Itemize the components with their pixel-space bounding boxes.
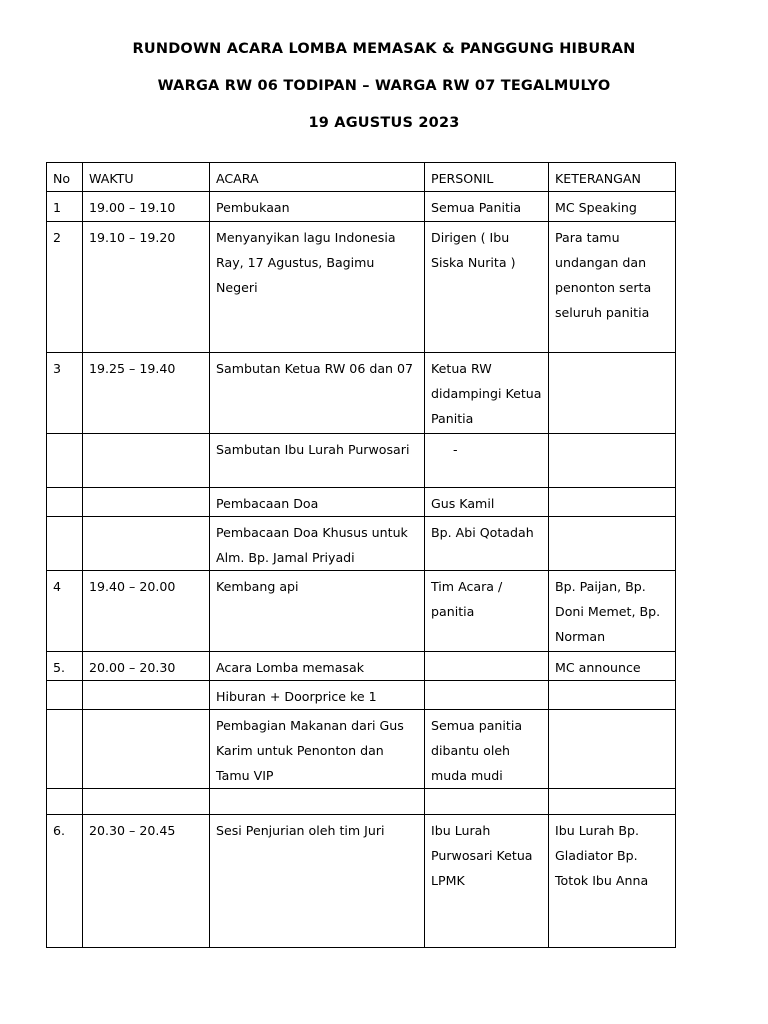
cell-acara: Sambutan Ketua RW 06 dan 07 — [210, 353, 425, 434]
cell-keterangan: Ibu Lurah Bp. Gladiator Bp. Totok Ibu Anna — [549, 815, 676, 948]
table-row — [47, 192, 676, 222]
cell-keterangan: Para tamu undangan dan penonton serta seluruh panitia — [549, 222, 676, 353]
column-header-acara: ACARA — [210, 163, 425, 192]
table-row — [47, 571, 676, 652]
title-line-1: RUNDOWN ACARA LOMBA MEMASAK & PANGGUNG HIBURAN — [132, 41, 636, 57]
cell-waktu: 19.25 – 19.40 — [83, 353, 210, 434]
cell-waktu: 20.00 – 20.30 — [83, 652, 210, 681]
table-row — [47, 434, 676, 488]
cell-keterangan — [549, 789, 676, 815]
cell-acara: Pembacaan Doa — [210, 488, 425, 517]
cell-personil: Semua panitia dibantu oleh muda mudi — [425, 710, 549, 789]
cell-waktu — [83, 517, 210, 571]
cell-no — [47, 434, 83, 488]
cell-no: 2 — [47, 222, 83, 353]
cell-keterangan — [549, 681, 676, 710]
table-row — [47, 517, 676, 571]
cell-waktu — [83, 710, 210, 789]
cell-acara: Acara Lomba memasak — [210, 652, 425, 681]
cell-waktu — [83, 789, 210, 815]
cell-personil — [425, 681, 549, 710]
cell-acara: Pembacaan Doa Khusus untuk Alm. Bp. Jamal Priyadi — [210, 517, 425, 571]
cell-personil: Dirigen ( Ibu Siska Nurita ) — [425, 222, 549, 353]
cell-waktu — [83, 681, 210, 710]
table-row — [47, 789, 676, 815]
cell-keterangan — [549, 488, 676, 517]
cell-no — [47, 517, 83, 571]
cell-no — [47, 710, 83, 789]
cell-waktu — [83, 434, 210, 488]
cell-no — [47, 488, 83, 517]
cell-acara: Sesi Penjurian oleh tim Juri — [210, 815, 425, 948]
cell-waktu: 19.00 – 19.10 — [83, 192, 210, 222]
cell-acara: Hiburan + Doorprice ke 1 — [210, 681, 425, 710]
cell-keterangan: MC announce — [549, 652, 676, 681]
table-row — [47, 488, 676, 517]
table-row — [47, 353, 676, 434]
cell-personil: Tim Acara / panitia — [425, 571, 549, 652]
column-header-no: No — [47, 163, 83, 192]
table-row — [47, 652, 676, 681]
cell-keterangan — [549, 353, 676, 434]
title-line-3: 19 AGUSTUS 2023 — [308, 115, 460, 131]
cell-personil: Bp. Abi Qotadah — [425, 517, 549, 571]
cell-no — [47, 681, 83, 710]
cell-acara: Kembang api — [210, 571, 425, 652]
table-row — [47, 222, 676, 353]
cell-no: 6. — [47, 815, 83, 948]
column-header-waktu: WAKTU — [83, 163, 210, 192]
cell-acara: Sambutan Ibu Lurah Purwosari — [210, 434, 425, 488]
cell-keterangan: Bp. Paijan, Bp. Doni Memet, Bp. Norman — [549, 571, 676, 652]
cell-no: 1 — [47, 192, 83, 222]
cell-no: 5. — [47, 652, 83, 681]
column-header-keterangan: KETERANGAN — [549, 163, 676, 192]
cell-waktu — [83, 488, 210, 517]
table-header-row — [47, 163, 676, 192]
cell-personil: - — [425, 434, 549, 488]
cell-waktu: 19.10 – 19.20 — [83, 222, 210, 353]
cell-keterangan — [549, 517, 676, 571]
cell-keterangan: MC Speaking — [549, 192, 676, 222]
column-header-personil: PERSONIL — [425, 163, 549, 192]
cell-personil: Ketua RW didampingi Ketua Panitia — [425, 353, 549, 434]
cell-waktu: 20.30 – 20.45 — [83, 815, 210, 948]
cell-personil: Ibu Lurah Purwosari Ketua LPMK — [425, 815, 549, 948]
table-row — [47, 710, 676, 789]
cell-personil — [425, 789, 549, 815]
cell-acara: Pembukaan — [210, 192, 425, 222]
cell-no: 3 — [47, 353, 83, 434]
title-line-2: WARGA RW 06 TODIPAN – WARGA RW 07 TEGALMULYO — [157, 78, 611, 94]
cell-no: 4 — [47, 571, 83, 652]
cell-personil: Semua Panitia — [425, 192, 549, 222]
table-row — [47, 815, 676, 948]
cell-acara — [210, 789, 425, 815]
cell-acara: Pembagian Makanan dari Gus Karim untuk Penonton dan Tamu VIP — [210, 710, 425, 789]
document-header — [0, 42, 768, 153]
cell-personil: Gus Kamil — [425, 488, 549, 517]
rundown-table — [46, 162, 676, 948]
table-row — [47, 681, 676, 710]
cell-keterangan — [549, 710, 676, 789]
cell-waktu: 19.40 – 20.00 — [83, 571, 210, 652]
cell-keterangan — [549, 434, 676, 488]
cell-no — [47, 789, 83, 815]
cell-personil — [425, 652, 549, 681]
cell-acara: Menyanyikan lagu Indonesia Ray, 17 Agustus, Bagimu Negeri — [210, 222, 425, 353]
